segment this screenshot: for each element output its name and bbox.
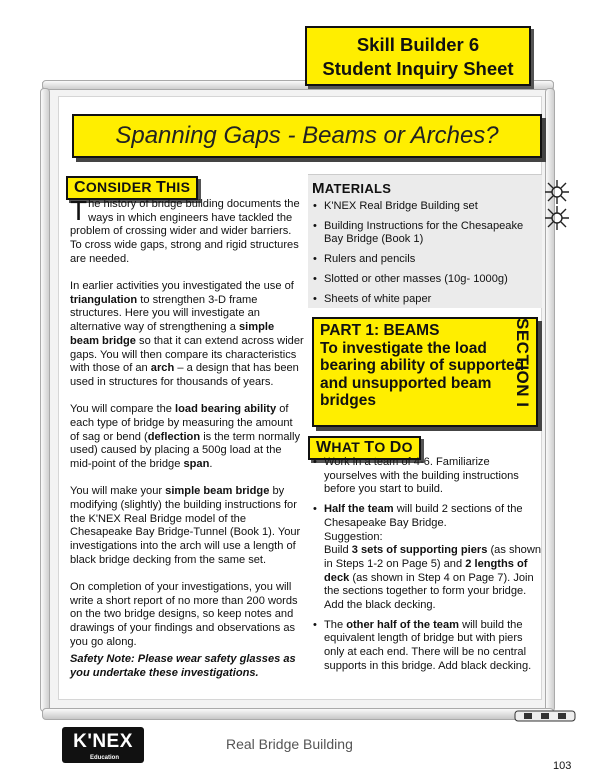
todo-heading-rest: HAT — [331, 439, 365, 455]
header-line-2: Student Inquiry Sheet — [322, 58, 514, 79]
materials-item: • Sheets of white paper — [312, 293, 540, 307]
p4-b: simple beam bridge — [165, 485, 270, 498]
what-to-do-list — [312, 456, 544, 680]
materials-item: • Rulers and pencils — [312, 253, 540, 267]
beam-bridge-paragraph — [70, 485, 304, 567]
p3-d: deflection — [147, 430, 201, 443]
intro-text: he history of bridge building documents the ways in which engineers have tackled the problem of crossing wider and wider barriers. To cross wide gaps, strong and rigid structures are needed. — [70, 198, 300, 265]
p2-c: to strengthen 3-D frame structures. Here you will investigate an alternative way of strengthening a — [70, 293, 260, 334]
todo-2d: Build — [324, 544, 352, 557]
todo-2e: 3 sets of supporting piers — [351, 544, 488, 557]
p2-a: In earlier activities you investigated the use of — [70, 280, 294, 293]
report-paragraph: On completion of your investigations, you will write a short report of no more than 200 words on the two bridge designs, so keep notes and drawings of your findings and observations as you go along. — [70, 580, 298, 648]
skill-builder-header — [305, 26, 531, 86]
part-1-box — [312, 317, 538, 427]
knex-rod-icon — [514, 708, 576, 724]
p4-a: You will make your — [70, 485, 166, 498]
drop-cap: T — [70, 195, 88, 226]
knex-connector-icon — [540, 178, 574, 232]
todo-item-other-half — [312, 619, 544, 674]
todo-heading-t: T — [364, 439, 375, 456]
todo-heading-w: W — [316, 439, 332, 456]
materials-heading — [312, 180, 391, 197]
todo-3c: will build the equivalent length of bridge but with piers only at each end. There will be no central supports in this bridge. Add black decking. — [324, 618, 532, 672]
todo-2h: (as shown in Step 4 on Page 7). Join the sections together to form your bridge. Add the black decking. — [324, 571, 534, 612]
consider-heading-c: C — [74, 179, 86, 196]
p2-g: – a design that has been used in structures for thousands of years. — [70, 362, 299, 388]
todo-3b: other half of the team — [346, 618, 459, 631]
page-number: 103 — [553, 760, 572, 772]
part-1-title: PART 1: BEAMS — [320, 322, 440, 339]
triangulation-paragraph — [70, 280, 304, 390]
consider-heading-t: T — [155, 179, 167, 196]
materials-heading-rest: ATERIALS — [324, 181, 392, 196]
todo-heading-d: D — [389, 439, 402, 456]
p4-c: by modifying (slightly) the building instructions for the K'NEX Real Bridge model of the Chesapeake Bay Bridge-Tunnel (Book 1). Your investigations into the arch will use a length of black bridge decking from the same set. — [70, 485, 301, 566]
todo-heading-rest2: O — [374, 439, 390, 455]
materials-heading-m: M — [312, 180, 325, 197]
p3-f: span — [183, 457, 210, 470]
todo-item-half-team — [312, 503, 544, 613]
header-line-1: Skill Builder 6 — [356, 34, 480, 55]
materials-item: • Building Instructions for the Chesapeake Bay Bridge (Book 1) — [312, 220, 540, 247]
p3-g: . — [209, 457, 213, 470]
materials-item: • Slotted or other masses (10g- 1000g) — [312, 273, 540, 287]
todo-2a: Half the team — [324, 503, 394, 516]
footer-title: Real Bridge Building — [226, 736, 353, 752]
consider-heading-rest: ONSIDER — [85, 179, 156, 195]
p3-c: of each type of bridge by measuring the amount of sag or bend ( — [70, 403, 293, 443]
intro-paragraph — [70, 195, 304, 267]
todo-2g: 2 lengths of deck — [324, 557, 528, 584]
section-label: SECTION I — [513, 318, 532, 408]
p2-e: so that it can extend across wider gaps. You will then compare its characteristics with those of an — [70, 334, 304, 375]
materials-list — [312, 200, 540, 312]
todo-item-team: • Work in a team of 4-6. Familiarize yourselves with the building instructions before you start to build. — [312, 456, 544, 497]
frame-rail-left — [40, 88, 50, 712]
consider-this-body — [70, 195, 304, 694]
frame-rail-bottom — [42, 708, 554, 720]
todo-2c: Suggestion: — [324, 530, 383, 543]
knex-logo-subtext: Education — [90, 755, 120, 761]
todo-2b: will build 2 sections of the Chesapeake Bay Bridge. — [324, 503, 523, 529]
consider-heading-rest2: HIS — [166, 179, 191, 195]
safety-note: Safety Note: Please wear safety glasses as you undertake these investigations. — [70, 653, 296, 680]
p3-a: You will compare the — [70, 403, 176, 416]
p2-d: simple beam bridge — [70, 321, 275, 347]
materials-item: • K'NEX Real Bridge Building set — [312, 200, 540, 214]
page-title: Spanning Gaps - Beams or Arches? — [72, 114, 542, 158]
p2-b: triangulation — [70, 293, 138, 306]
load-bearing-paragraph — [70, 403, 304, 472]
knex-logo: K'NEX — [62, 727, 144, 763]
todo-2f: (as shown in Steps 1-2 on Page 5) and — [324, 544, 542, 570]
p3-e: is the term normally used) caused by placing a 500g load at the mid-point of the bridge — [70, 430, 300, 470]
part-1-subtitle: To investigate the load bearing ability of supported and unsupported beam bridges — [320, 339, 525, 409]
todo-3a: The — [324, 618, 347, 631]
todo-heading-rest3: O — [401, 439, 413, 455]
p2-f: arch — [150, 362, 175, 375]
p3-b: load bearing ability — [175, 403, 277, 416]
